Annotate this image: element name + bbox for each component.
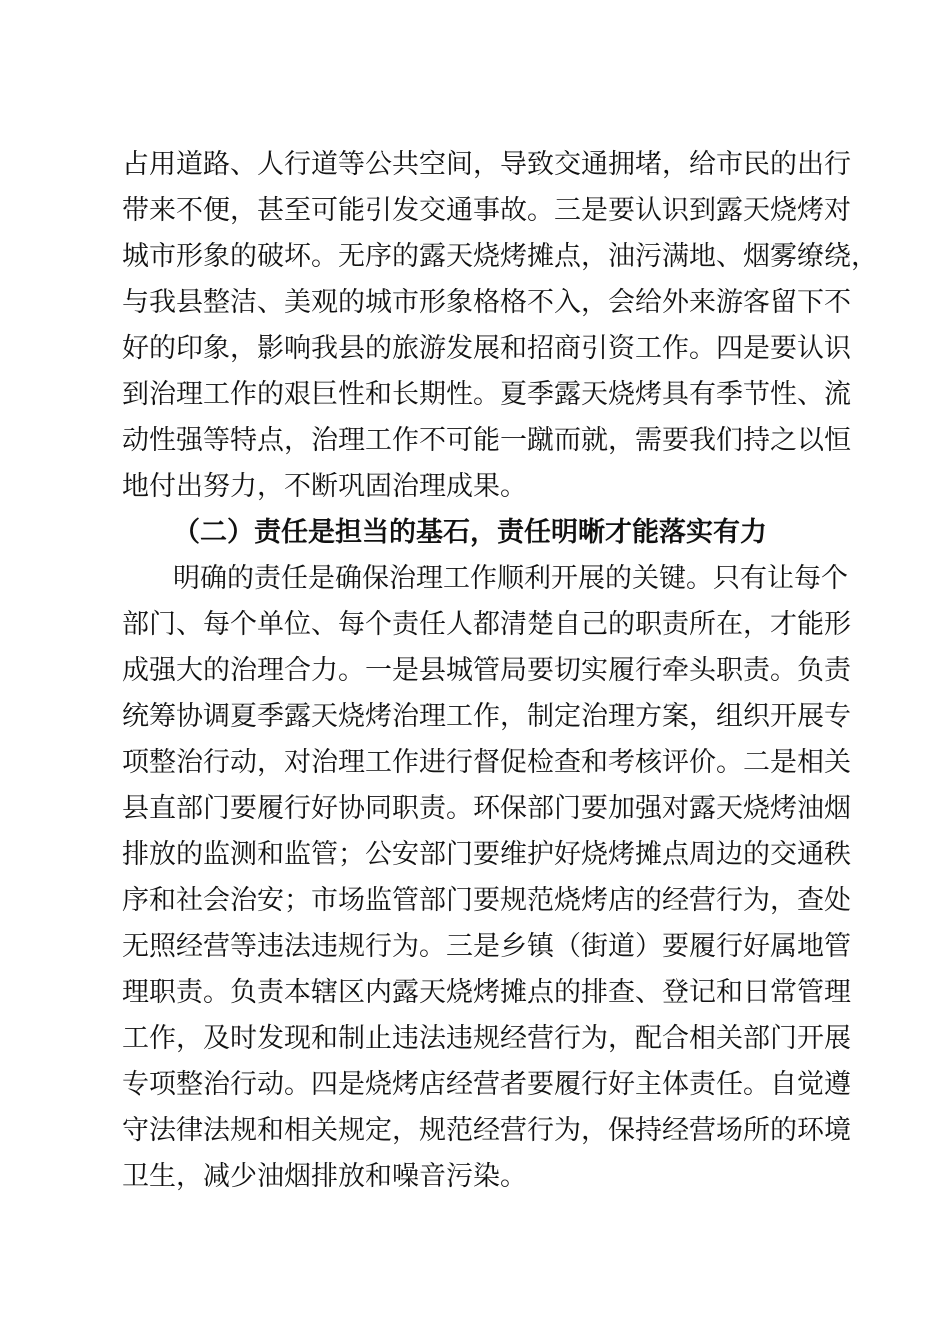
paragraph-line: 成强大的治理合力。一是县城管局要切实履行牵头职责。负责 <box>122 655 851 686</box>
paragraph-line: 带来不便，甚至可能引发交通事故。三是要认识到露天烧烤对 <box>122 195 851 226</box>
paragraph-line: 动性强等特点，治理工作不可能一蹴而就，需要我们持之以恒 <box>122 425 851 456</box>
paragraph-line: 县直部门要履行好协同职责。环保部门要加强对露天烧烤油烟 <box>122 793 851 824</box>
paragraph-line: 到治理工作的艰巨性和长期性。夏季露天烧烤具有季节性、流 <box>122 379 851 410</box>
paragraph-line: 部门、每个单位、每个责任人都清楚自己的职责所在，才能形 <box>122 609 851 640</box>
paragraph-line: 与我县整洁、美观的城市形象格格不入，会给外来游客留下不 <box>122 287 851 318</box>
paragraph-1 <box>122 142 878 510</box>
paragraph-line: 地付出努力，不断巩固治理成果。 <box>122 471 527 502</box>
paragraph-line: 排放的监测和监管；公安部门要维护好烧烤摊点周边的交通秩 <box>122 839 851 870</box>
paragraph-line: 序和社会治安；市场监管部门要规范烧烤店的经营行为，查处 <box>122 885 851 916</box>
paragraph-line: 好的印象，影响我县的旅游发展和招商引资工作。四是要认识 <box>122 333 851 364</box>
paragraph-line: 工作，及时发现和制止违法违规经营行为，配合相关部门开展 <box>122 1023 851 1054</box>
paragraph-line: 统筹协调夏季露天烧烤治理工作，制定治理方案，组织开展专 <box>122 701 851 732</box>
paragraph-line: 卫生，减少油烟排放和噪音污染。 <box>122 1161 527 1192</box>
section-heading: （二）责任是担当的基石，责任明晰才能落实有力 <box>173 517 767 548</box>
paragraph-line: 城市形象的破坏。无序的露天烧烤摊点，油污满地、烟雾缭绕， <box>122 241 878 272</box>
paragraph-line: 占用道路、人行道等公共空间，导致交通拥堵，给市民的出行 <box>122 149 851 180</box>
document-body <box>122 142 878 1200</box>
paragraph-line: 项整治行动，对治理工作进行督促检查和考核评价。二是相关 <box>122 747 851 778</box>
paragraph-line: 守法律法规和相关规定，规范经营行为，保持经营场所的环境 <box>122 1115 851 1146</box>
paragraph-2 <box>122 556 851 1200</box>
paragraph-line: 无照经营等违法违规行为。三是乡镇（街道）要履行好属地管 <box>122 931 851 962</box>
paragraph-line: 专项整治行动。四是烧烤店经营者要履行好主体责任。自觉遵 <box>122 1069 851 1100</box>
paragraph-line: 理职责。负责本辖区内露天烧烤摊点的排查、登记和日常管理 <box>122 977 851 1008</box>
paragraph-line: 明确的责任是确保治理工作顺利开展的关键。只有让每个 <box>173 563 848 594</box>
